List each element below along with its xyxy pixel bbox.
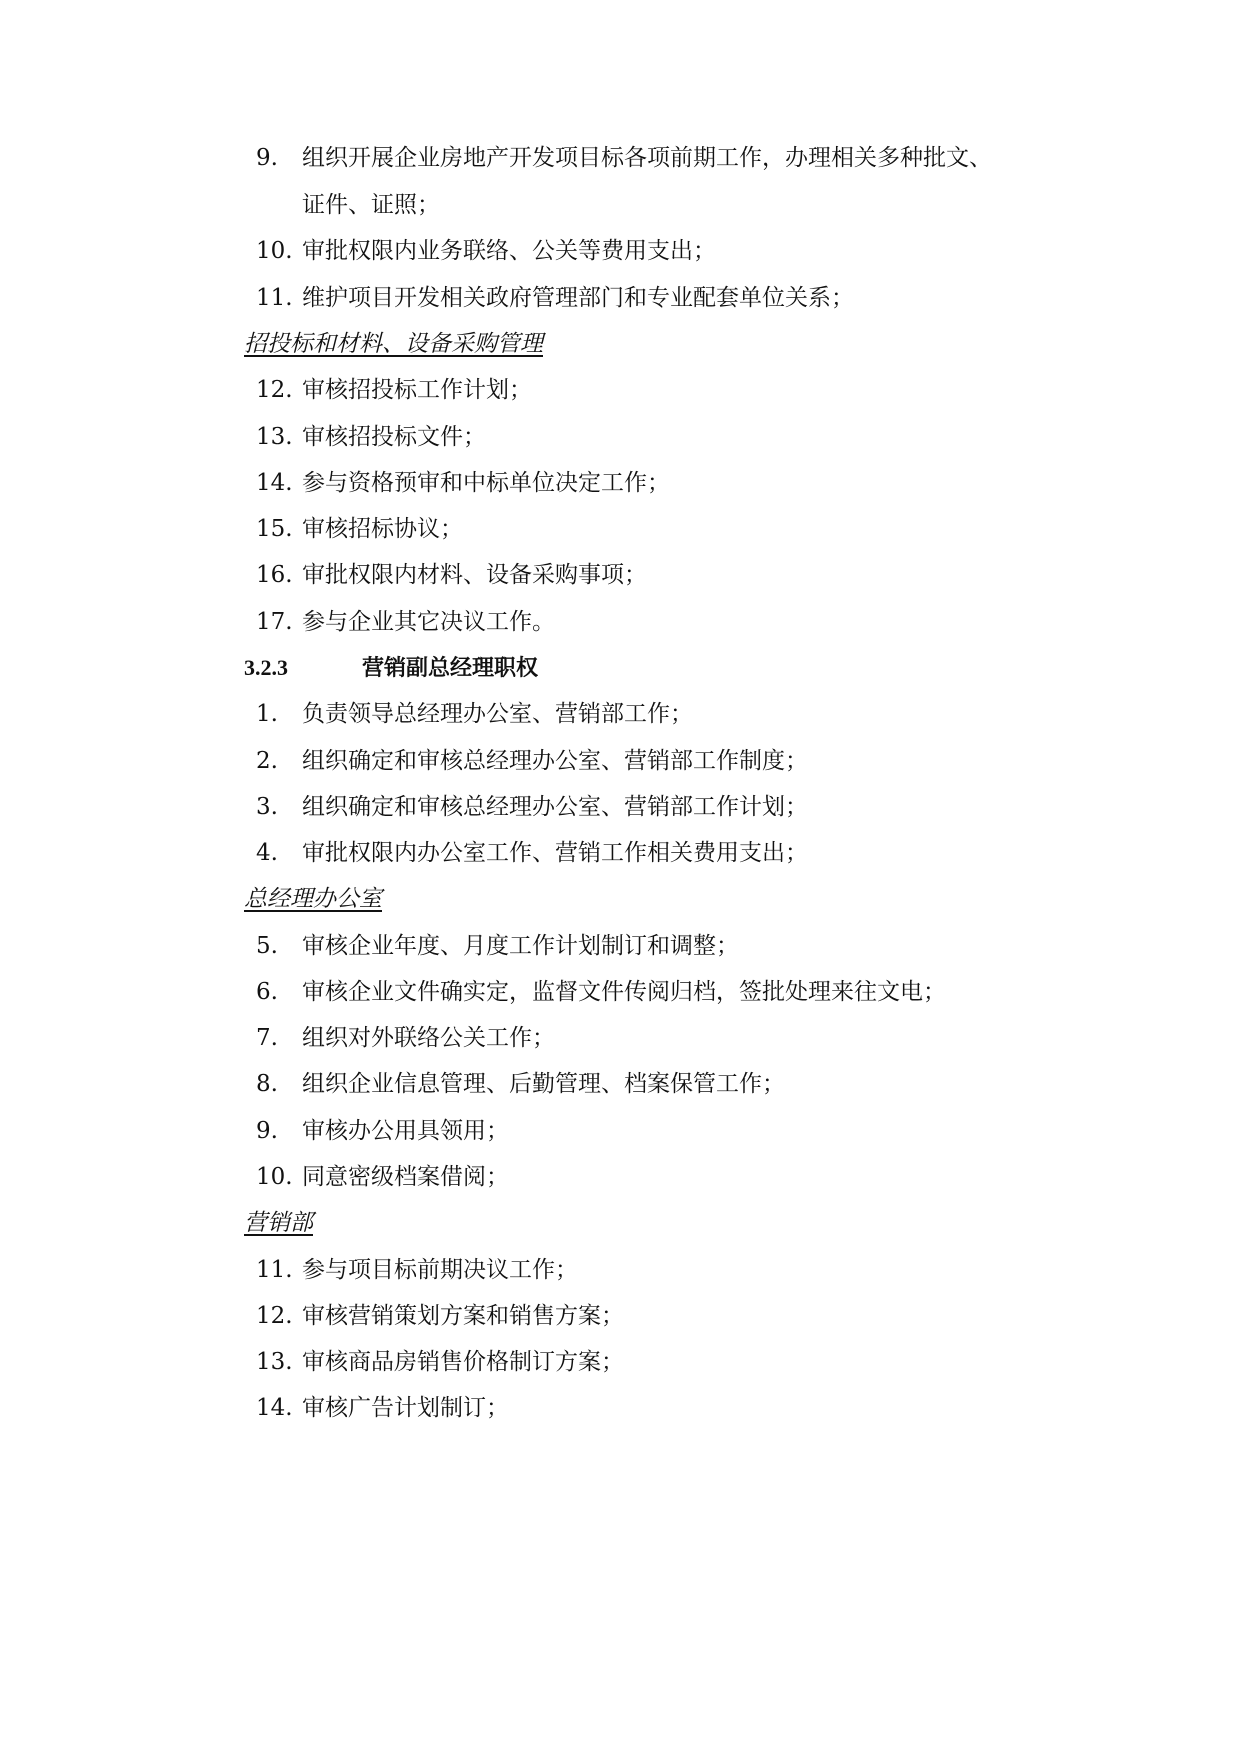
item-number: 15.	[256, 516, 293, 542]
list-item	[244, 689, 1124, 739]
section-title-bidding: 招投标和材料、设备采购管理	[244, 331, 543, 357]
item-number: 14.	[256, 470, 293, 496]
list-item	[244, 226, 1124, 276]
item-text: 审核营销策划方案和销售方案；	[302, 1303, 624, 1329]
item-text: 审核广告计划制订；	[302, 1395, 509, 1421]
item-text: 审核办公用具领用；	[302, 1118, 509, 1144]
item-text: 参与企业其它决议工作。	[302, 609, 555, 635]
item-number: 2.	[256, 748, 278, 774]
item-text: 参与项目标前期决议工作；	[302, 1257, 578, 1283]
item-text: 审核招投标工作计划；	[302, 377, 532, 403]
item-text: 审批权限内业务联络、公关等费用支出；	[302, 238, 716, 264]
item-text: 审核招投标文件；	[302, 424, 486, 450]
item-text: 组织对外联络公关工作；	[302, 1025, 555, 1051]
list-item	[244, 365, 1124, 415]
heading-title: 营销副总经理职权	[362, 656, 539, 681]
item-number: 16.	[256, 562, 293, 588]
list-item	[244, 1383, 1124, 1433]
item-number: 14.	[256, 1395, 293, 1421]
item-text: 证件、证照；	[302, 192, 440, 218]
list-item	[244, 458, 1124, 508]
item-number: 9.	[256, 145, 278, 171]
item-number: 17.	[256, 609, 293, 635]
list-item	[244, 1059, 1124, 1109]
item-number: 6.	[256, 979, 278, 1005]
list-item	[244, 597, 1124, 647]
section-title-marketing: 营销部	[244, 1210, 313, 1236]
item-number: 11.	[256, 1257, 293, 1283]
section-title-office: 总经理办公室	[244, 886, 382, 912]
item-number: 12.	[256, 1303, 293, 1329]
item-number: 9.	[256, 1118, 278, 1144]
list-item	[244, 782, 1124, 832]
list-item	[244, 1337, 1124, 1387]
item-number: 10.	[256, 1164, 293, 1190]
item-number: 12.	[256, 377, 293, 403]
item-text: 组织企业信息管理、后勤管理、档案保管工作；	[302, 1071, 785, 1097]
heading-number: 3.2.3	[244, 655, 288, 680]
item-number: 1.	[256, 701, 278, 727]
list-item-continuation	[244, 180, 1182, 230]
item-text: 组织确定和审核总经理办公室、营销部工作制度；	[302, 748, 808, 774]
list-item	[244, 1291, 1124, 1341]
list-item	[244, 828, 1124, 878]
list-item	[244, 736, 1124, 786]
list-item	[244, 504, 1124, 554]
item-text: 组织确定和审核总经理办公室、营销部工作计划；	[302, 794, 808, 820]
list-item	[244, 967, 1124, 1017]
item-number: 13.	[256, 1349, 293, 1375]
list-item	[244, 133, 1124, 183]
item-number: 4.	[256, 840, 278, 866]
list-item	[244, 1013, 1124, 1063]
item-text: 审批权限内材料、设备采购事项；	[302, 562, 647, 588]
list-item	[244, 1245, 1124, 1295]
item-text: 审批权限内办公室工作、营销工作相关费用支出；	[302, 840, 808, 866]
item-number: 13.	[256, 424, 293, 450]
item-number: 8.	[256, 1071, 278, 1097]
list-item	[244, 1106, 1124, 1156]
item-text: 负责领导总经理办公室、营销部工作；	[302, 701, 693, 727]
list-item	[244, 412, 1124, 462]
item-text: 同意密级档案借阅；	[302, 1164, 509, 1190]
item-number: 3.	[256, 794, 278, 820]
item-text: 参与资格预审和中标单位决定工作；	[302, 470, 670, 496]
list-item	[244, 921, 1124, 971]
item-text: 组织开展企业房地产开发项目标各项前期工作，办理相关多种批文、	[302, 145, 992, 171]
item-text: 审核企业年度、月度工作计划制订和调整；	[302, 933, 739, 959]
item-text: 维护项目开发相关政府管理部门和专业配套单位关系；	[302, 285, 854, 311]
item-text: 审核招标协议；	[302, 516, 463, 542]
list-item	[244, 273, 1124, 323]
section-heading	[244, 643, 1124, 693]
list-item	[244, 550, 1124, 600]
item-text: 审核企业文件确实定，监督文件传阅归档，签批处理来往文电；	[302, 979, 946, 1005]
item-text: 审核商品房销售价格制订方案；	[302, 1349, 624, 1375]
item-number: 10.	[256, 238, 293, 264]
item-number: 7.	[256, 1025, 278, 1051]
list-item	[244, 1152, 1124, 1202]
item-number: 11.	[256, 285, 293, 311]
item-number: 5.	[256, 933, 278, 959]
